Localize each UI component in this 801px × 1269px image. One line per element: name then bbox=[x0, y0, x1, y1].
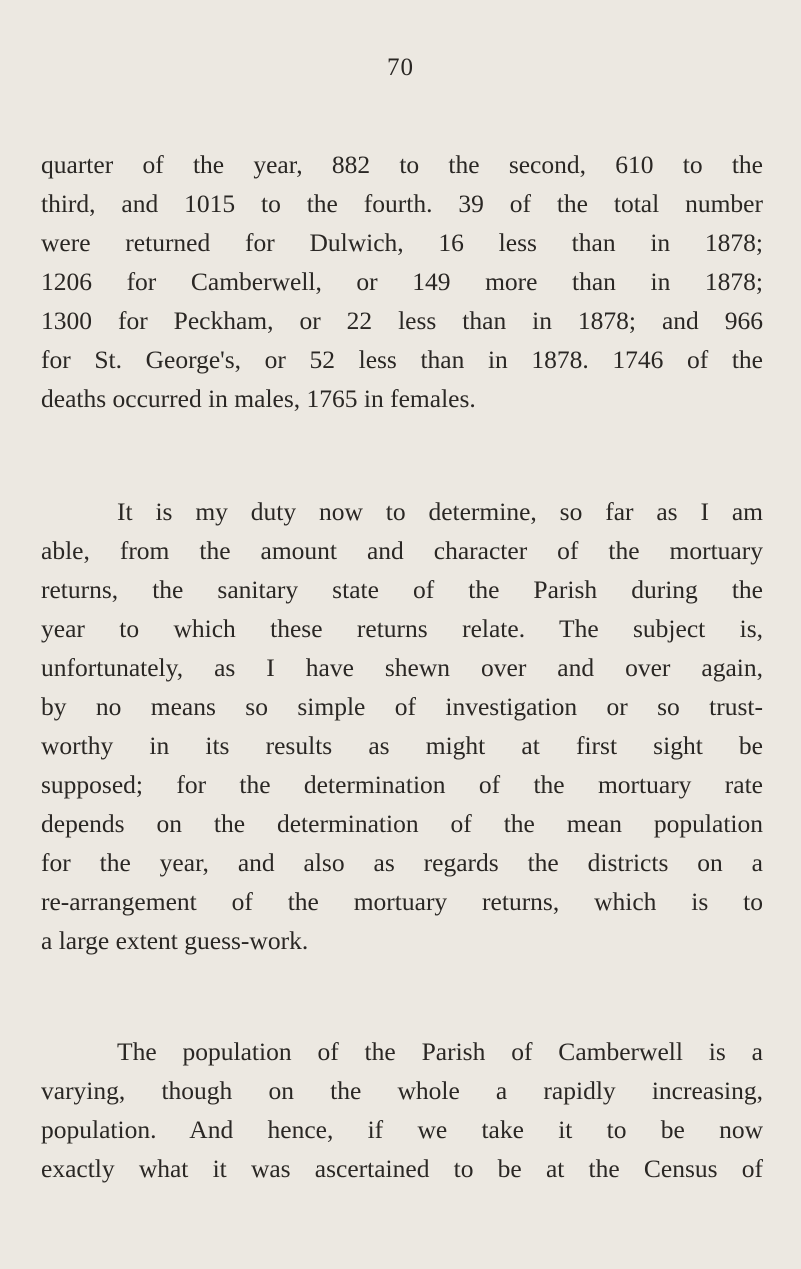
paragraph-3-line-2: varying, though on the whole a rapidly increasing, bbox=[41, 1076, 763, 1105]
paragraph-2-line-7: worthy in its results as might at first sight be bbox=[41, 731, 763, 760]
paragraph-2-line-12: a large extent guess-work. bbox=[41, 926, 309, 955]
paragraph-1-line-5: 1300 for Peckham, or 22 less than in 1878; and 966 bbox=[41, 306, 763, 335]
paragraph-2-line-1: It is my duty now to determine, so far as I am bbox=[117, 497, 763, 526]
paragraph-1-line-1: quarter of the year, 882 to the second, 610 to the bbox=[41, 150, 763, 179]
page-number: 70 bbox=[387, 54, 414, 81]
paragraph-2-line-5: unfortunately, as I have shewn over and over again, bbox=[41, 653, 763, 682]
paragraph-2-line-3: returns, the sanitary state of the Parish during the bbox=[41, 575, 763, 604]
paragraph-1-line-4: 1206 for Camberwell, or 149 more than in 1878; bbox=[41, 267, 763, 296]
paragraph-1-line-6: for St. George's, or 52 less than in 1878. 1746 of the bbox=[41, 345, 763, 374]
paragraph-2-line-6: by no means so simple of investigation or so trust- bbox=[41, 692, 763, 721]
paragraph-2-line-10: for the year, and also as regards the districts on a bbox=[41, 848, 763, 877]
paragraph-2-line-8: supposed; for the determination of the mortuary rate bbox=[41, 770, 763, 799]
paragraph-3-line-4: exactly what it was ascertained to be at the Census of bbox=[41, 1154, 763, 1183]
paragraph-2-line-2: able, from the amount and character of the mortuary bbox=[41, 536, 763, 565]
paragraph-2-line-4: year to which these returns relate. The subject is, bbox=[41, 614, 763, 643]
paragraph-3-line-3: population. And hence, if we take it to be now bbox=[41, 1115, 763, 1144]
paragraph-1-line-7: deaths occurred in males, 1765 in females. bbox=[41, 384, 476, 413]
paragraph-3-line-1: The population of the Parish of Camberwell is a bbox=[117, 1037, 763, 1066]
paragraph-2-line-9: depends on the determination of the mean population bbox=[41, 809, 763, 838]
paragraph-1-line-2: third, and 1015 to the fourth. 39 of the total number bbox=[41, 189, 763, 218]
paragraph-2-line-11: re-arrangement of the mortuary returns, which is to bbox=[41, 887, 763, 916]
paragraph-1-line-3: were returned for Dulwich, 16 less than in 1878; bbox=[41, 228, 763, 257]
